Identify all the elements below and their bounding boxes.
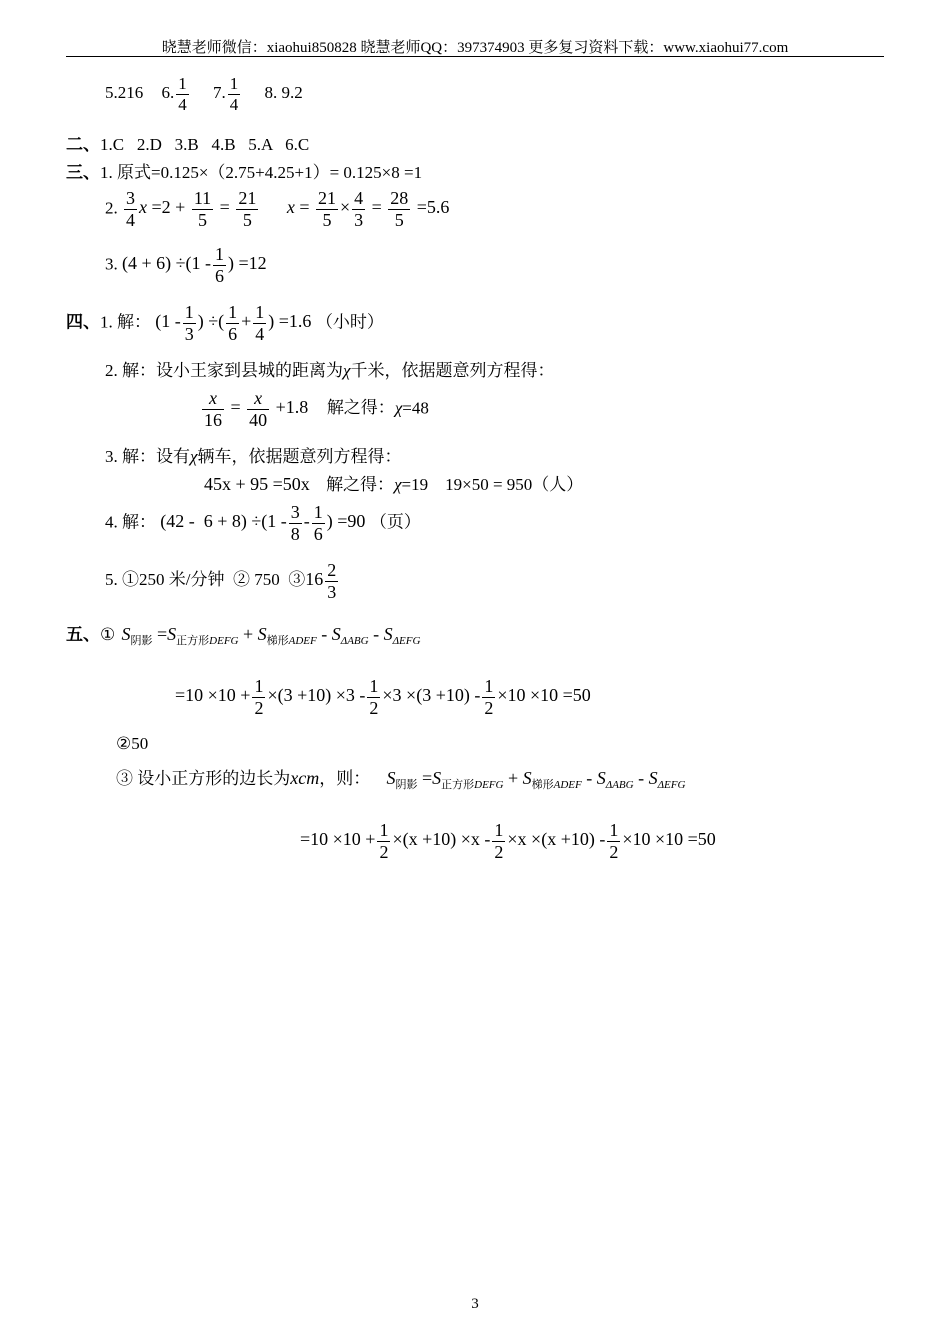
area-symbol: S: [167, 624, 177, 644]
section-2-heading: 二、: [66, 135, 100, 154]
expr: ) =1.6: [268, 311, 312, 332]
variable: χ: [190, 447, 198, 466]
page-number: 3: [471, 1296, 479, 1312]
denominator: 5: [316, 209, 338, 231]
section-5-line4: [300, 820, 716, 862]
q3-text: 3. 解：设有: [105, 447, 190, 466]
mixed-whole: 16: [305, 569, 324, 590]
unit: （小时）: [315, 312, 384, 332]
subscript: 梯形: [266, 635, 289, 647]
section-4-q5: [105, 560, 340, 602]
expr: +: [241, 311, 252, 332]
q3-label: 3.: [105, 254, 118, 274]
denominator: 3: [327, 581, 337, 602]
numerator: 11: [193, 188, 212, 208]
expr: -: [321, 624, 328, 644]
denominator: 2: [369, 697, 379, 718]
answer-row-fill: [105, 74, 303, 114]
fraction: [289, 502, 302, 544]
numerator: 1: [379, 820, 389, 840]
answer-8: 8. 9.2: [264, 82, 303, 102]
expr: +: [242, 624, 254, 644]
area-symbol: S: [432, 768, 442, 788]
solution-label: 解之得：: [326, 475, 395, 494]
numerator: 4: [354, 188, 364, 208]
numerator: 3: [126, 188, 135, 208]
numerator: 1: [254, 676, 264, 696]
fraction: [367, 676, 380, 718]
area-symbol: S: [596, 768, 606, 788]
section-4-q2-equation: [200, 388, 429, 430]
unit: （页）: [369, 512, 421, 532]
denominator: 2: [484, 697, 494, 718]
section-3-q1-text: 1. 原式=0.125×（2.75+4.25+1）= 0.125×8 =1: [100, 163, 423, 182]
fraction: [482, 676, 495, 718]
q2-text: 2. 解：设小王家到县城的距离为: [105, 361, 343, 380]
numerator: 1: [229, 74, 239, 93]
denominator: 2: [609, 841, 619, 862]
section-5-line1: [66, 620, 420, 648]
expr: ×(3 +10) ×3 -: [267, 685, 366, 706]
header-divider: [66, 56, 884, 57]
expr: ×: [339, 197, 351, 218]
expr: =: [230, 397, 241, 418]
denominator: 5: [388, 209, 410, 231]
area-symbol: S: [331, 624, 341, 644]
expr: -: [638, 768, 645, 788]
subscript: 阴影: [130, 635, 153, 647]
section-2-answers: 1.C 2.D 3.B 4.B 5.A 6.C: [100, 135, 310, 154]
section-2: [66, 130, 309, 155]
q2-label: 2.: [105, 198, 118, 218]
answer-7-label: 7.: [213, 82, 226, 102]
fraction-answer-6: [176, 74, 189, 114]
q3-text-2: 辆车，依据题意列方程得：: [197, 447, 402, 466]
expr: ×10 ×10 =50: [497, 685, 591, 706]
denominator: 40: [249, 409, 268, 430]
area-symbol: S: [383, 624, 393, 644]
denominator: 5: [192, 209, 213, 231]
area-symbol: S: [386, 768, 396, 788]
fraction: [192, 188, 213, 230]
expr: ) =90: [326, 511, 366, 532]
expr: -: [303, 511, 310, 532]
numerator: 1: [609, 820, 619, 840]
answer-5: 5.216: [105, 82, 144, 102]
circle-1: ①: [100, 625, 116, 644]
numerator: 1: [484, 676, 494, 696]
expr: ×(x +10) ×x -: [392, 829, 491, 850]
subscript: ΔEFG: [392, 635, 421, 647]
denominator: 2: [379, 841, 389, 862]
denominator: 4: [229, 94, 239, 114]
variable: x: [139, 197, 147, 218]
fraction: [183, 302, 196, 344]
section-5-c2: ②50: [116, 734, 149, 753]
answer: =48: [402, 398, 429, 418]
denominator: 6: [215, 265, 225, 286]
numerator: 2: [327, 560, 337, 580]
variable: xcm: [290, 768, 320, 788]
numerator: 1: [228, 302, 238, 322]
fraction: [213, 244, 226, 286]
section-3-q2: [105, 188, 449, 230]
expr: ×10 ×10 =50: [622, 829, 716, 850]
expr: ×x ×(x +10) -: [507, 829, 606, 850]
section-4-q4: [105, 502, 421, 544]
expr: -: [373, 624, 380, 644]
q1-label: 1. 解：: [100, 312, 151, 332]
numerator: x: [254, 388, 263, 408]
expr: =: [371, 197, 382, 218]
denominator: 4: [126, 209, 135, 230]
section-5-c3: [116, 764, 685, 792]
fraction: [316, 188, 338, 230]
fraction: [325, 560, 338, 602]
denominator: 5: [236, 209, 258, 231]
subscript: ΔABG: [340, 635, 369, 647]
answer: =19 19×50 = 950（人）: [401, 475, 584, 494]
subscript: 梯形: [531, 779, 554, 791]
subscript: ADEF: [288, 635, 317, 647]
denominator: 6: [228, 323, 238, 344]
denominator: 3: [184, 323, 194, 344]
solution-label: 解之得：: [326, 398, 395, 418]
denominator: 3: [354, 209, 364, 230]
q4-label: 4. 解：: [105, 512, 156, 532]
subscript: 正方形: [176, 635, 210, 647]
denominator: 2: [494, 841, 504, 862]
fraction: [226, 302, 239, 344]
expr: (1 -: [155, 311, 181, 332]
denominator: 2: [254, 697, 264, 718]
fraction: [377, 820, 390, 862]
subscript: 正方形: [441, 779, 475, 791]
denominator: 4: [255, 323, 265, 344]
variable: χ: [343, 361, 351, 380]
fraction: [236, 188, 258, 230]
fraction: [607, 820, 620, 862]
subscript: ADEF: [553, 779, 582, 791]
fraction: [352, 188, 365, 230]
subscript: 阴影: [395, 779, 418, 791]
expr: =5.6: [416, 197, 450, 218]
expr: =: [299, 197, 310, 218]
area-symbol: S: [257, 624, 267, 644]
q5-text: 5. ①250 米/分钟 ② 750 ③: [105, 570, 306, 590]
numerator: 21: [317, 188, 336, 208]
expr: =2 +: [151, 197, 186, 218]
expr: 45x + 95 =50x: [204, 474, 310, 494]
numerator: 1: [494, 820, 504, 840]
numerator: 28: [390, 188, 409, 208]
section-3-q1: [66, 158, 422, 183]
section-4-heading: 四、: [66, 312, 100, 332]
page-header: 晓慧老师微信：xiaohui850828 晓慧老师QQ：397374903 更多复习资料下载：www.xiaohui77.com: [161, 40, 789, 56]
numerator: 1: [215, 244, 225, 264]
section-4-q3-equation: [204, 470, 583, 495]
numerator: 21: [238, 188, 257, 208]
area-symbol: S: [648, 768, 658, 788]
expr: ×3 ×(3 +10) -: [382, 685, 481, 706]
subscript: ΔEFG: [657, 779, 686, 791]
expr: =10 ×10 +: [300, 829, 376, 850]
variable: x: [286, 197, 295, 218]
fraction: [312, 502, 325, 544]
expr: -: [586, 768, 593, 788]
expr: =: [421, 768, 433, 788]
numerator: 1: [184, 302, 194, 322]
subscript: ΔABG: [605, 779, 634, 791]
denominator: 4: [178, 94, 187, 114]
section-4-q2: [105, 356, 554, 381]
numerator: x: [209, 388, 217, 408]
expr: =: [157, 624, 168, 644]
answer-6-label: 6.: [161, 82, 175, 102]
expr: +: [507, 768, 519, 788]
fraction-answer-7: [228, 74, 241, 114]
area-symbol: S: [522, 768, 532, 788]
numerator: 3: [290, 502, 300, 522]
area-symbol: S: [121, 624, 131, 644]
numerator: 1: [255, 302, 265, 322]
denominator: 6: [313, 523, 323, 544]
expr: =10 ×10 +: [175, 685, 251, 706]
fraction: [124, 188, 137, 230]
q2-text-2: 千米，依据题意列方程得：: [350, 361, 555, 380]
fraction: [492, 820, 505, 862]
section-3-q3: [105, 244, 267, 286]
subscript: DEFG: [209, 635, 239, 647]
section-5-heading: 五、: [66, 625, 100, 644]
expr: (4 + 6) ÷(1 -: [122, 253, 212, 274]
expr: ) =12: [228, 253, 267, 274]
fraction: [252, 676, 265, 718]
numerator: 1: [369, 676, 379, 696]
fraction: [253, 302, 266, 344]
expr: =: [219, 197, 230, 218]
expr: ) ÷(: [197, 311, 225, 332]
denominator: 16: [204, 409, 222, 430]
numerator: 1: [313, 502, 323, 522]
section-5-line2: [175, 676, 591, 718]
section-4-q1: [66, 302, 384, 344]
variable: χ: [394, 398, 403, 418]
expr: (42 - 6 + 8) ÷(1 -: [160, 511, 287, 532]
fraction: [247, 388, 269, 430]
expr: +1.8: [275, 397, 309, 418]
section-4-q3: [105, 442, 401, 467]
denominator: 8: [290, 523, 300, 544]
subscript: DEFG: [474, 779, 504, 791]
fraction: [202, 388, 224, 430]
variable: χ: [394, 475, 402, 494]
c3-then: ，则：: [319, 769, 371, 788]
fraction: [388, 188, 410, 230]
c3-text: ③ 设小正方形的边长为: [116, 769, 291, 788]
numerator: 1: [178, 74, 187, 93]
section-3-heading: 三、: [66, 163, 100, 182]
